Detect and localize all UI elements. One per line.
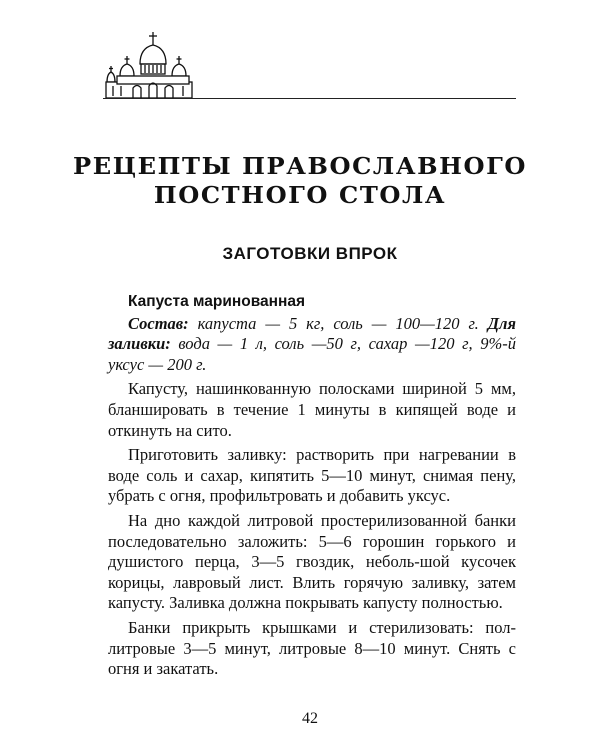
section-heading: ЗАГОТОВКИ ВПРОК xyxy=(222,244,398,263)
church-domes-icon xyxy=(103,30,195,100)
title-line-1: РЕЦЕПТЫ ПРАВОСЛАВНОГО xyxy=(73,153,527,180)
page-title xyxy=(0,152,600,210)
recipe-step: Приготовить заливку: растворить при нагревании в воде соль и сахар, кипятить 5—10 минут, снимая пену, убрать с огня, профильтровать и добавить уксус. xyxy=(108,445,516,506)
title-line-2: ПОСТНОГО СТОЛА xyxy=(153,182,447,209)
ingredients-label: Состав: xyxy=(128,313,189,333)
marinade-text: вода — 1 л, соль —50 г, сахар —120 г, 9%-й уксус — 200 г. xyxy=(108,334,516,374)
ingredients-text: капуста — 5 кг, соль — 100—120 г. xyxy=(188,313,488,333)
recipe-title: Капуста маринованная xyxy=(128,293,306,310)
recipe-ingredients xyxy=(108,314,516,376)
header-rule xyxy=(103,98,516,99)
marinade-label: Для заливки: xyxy=(108,313,516,354)
page-number: 42 xyxy=(302,710,318,727)
recipe-body xyxy=(108,292,516,680)
recipe-step: Банки прикрыть крышками и стерилизовать: пол-литровые 3—5 минут, литровые 8—10 минут. Снять с огня и закатать. xyxy=(108,617,516,679)
recipe-step: Капусту, нашинкованную полосками шириной 5 мм, бланшировать в течение 1 минуты в кипящей воде и откинуть на сито. xyxy=(108,379,516,440)
recipe-step: На дно каждой литровой простерилизованной банки последовательно заложить: 5—6 горошин горького и душистого перца, 3—5 гвоздик, неболь-шой кусочек корицы, лавровый лист. Влить горячую заливку, затем капусту. Заливка должна покрывать капусту полностью. xyxy=(108,510,516,613)
